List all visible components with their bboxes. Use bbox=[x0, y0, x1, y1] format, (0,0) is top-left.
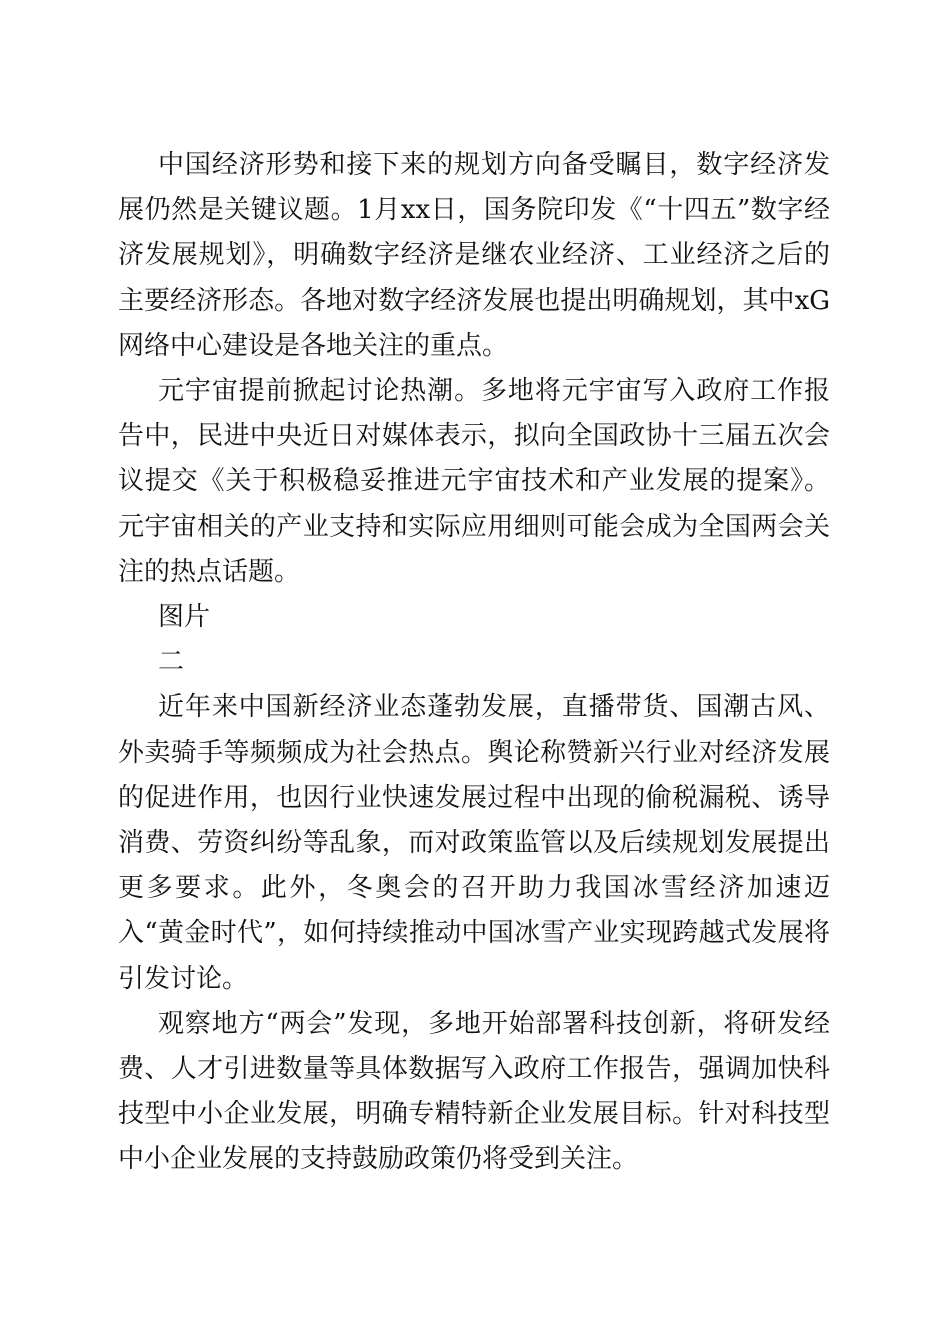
paragraph-tech-innovation: 观察地方“两会”发现，多地开始部署科技创新，将研发经费、人才引进数量等具体数据写入政府工作报告，强调加快科技型中小企业发展，明确专精特新企业发展目标。针对科技型中小企业发展的支持鼓励政策仍将受到关注。 bbox=[118, 1008, 830, 1175]
paragraph-digital-economy: 中国经济形势和接下来的规划方向备受瞩目，数字经济发展仍然是关键议题。1月xx日，国务院印发《“十四五”数字经济发展规划》，明确数字经济是继农业经济、工业经济之后的主要经济形态。各地对数字经济发展也提出明确规划，其中xG网络中心建设是各地关注的重点。 bbox=[118, 150, 830, 361]
document-body bbox=[118, 143, 830, 1183]
image-placeholder-label: 图片 bbox=[158, 602, 211, 633]
paragraph-new-economy: 近年来中国新经济业态蓬勃发展，直播带货、国潮古风、外卖骑手等频频成为社会热点。舆论称赞新兴行业对经济发展的促进作用，也因行业快速发展过程中出现的偷税漏税、诱导消费、劳资纠纷等乱象，而对政策监管以及后续规划发展提出更多要求。此外，冬奥会的召开助力我国冰雪经济加速迈入“黄金时代”，如何持续推动中国冰雪产业实现跨越式发展将引发讨论。 bbox=[118, 692, 830, 994]
section-number: 二 bbox=[158, 647, 185, 678]
paragraph-metaverse: 元宇宙提前掀起讨论热潮。多地将元宇宙写入政府工作报告中，民进中央近日对媒体表示，拟向全国政协十三届五次会议提交《关于积极稳妥推进元宇宙技术和产业发展的提案》。元宇宙相关的产业支持和实际应用细则可能会成为全国两会关注的热点话题。 bbox=[118, 376, 830, 587]
